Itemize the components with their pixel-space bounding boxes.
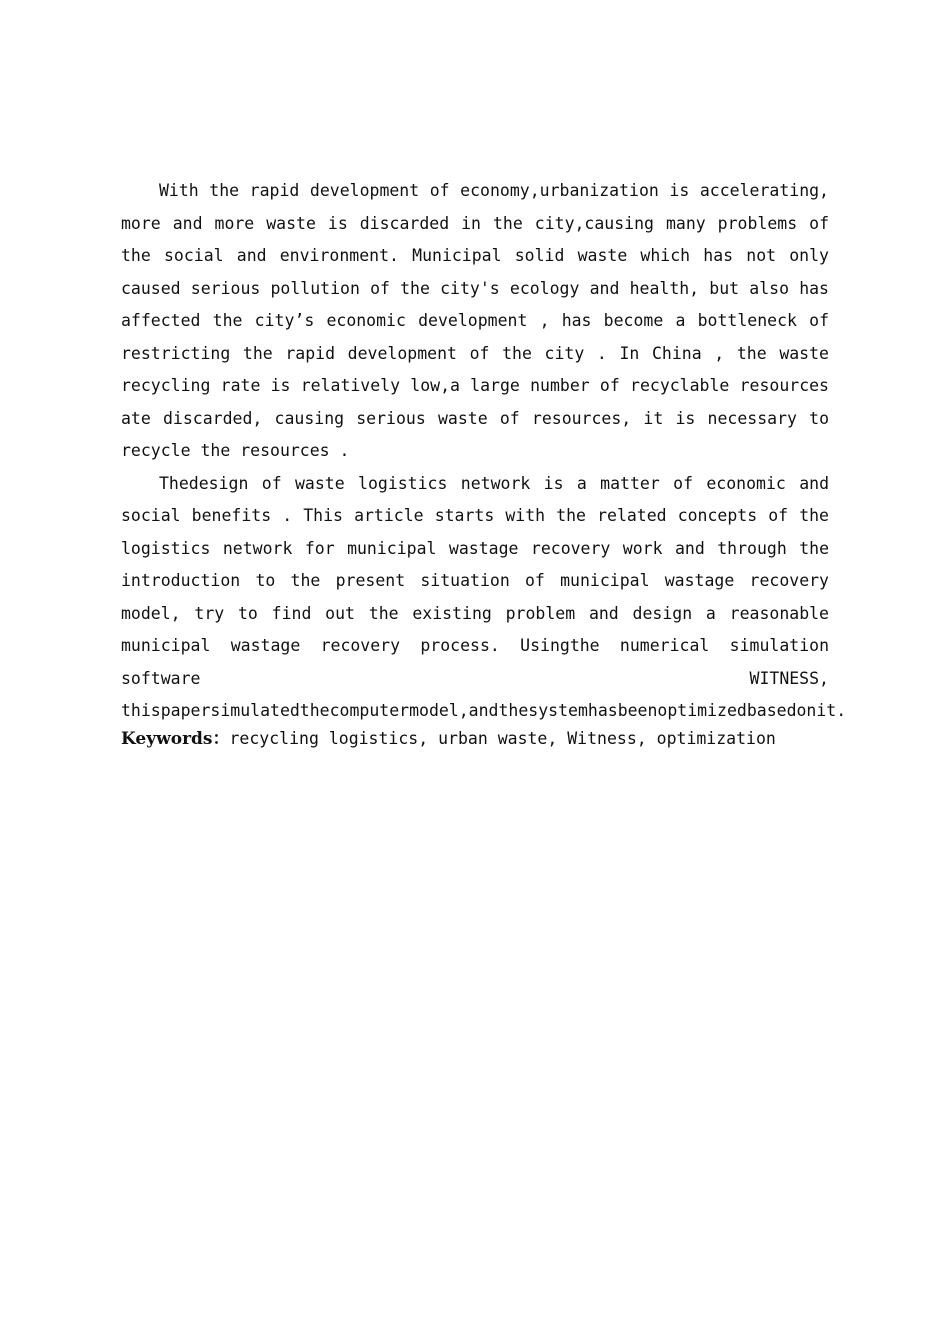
abstract-paragraph-2: Thedesign of waste logistics network is a matter of economic and social benefits . This article starts with the related concepts of the logistics network for municipal wastage recovery work and through the introduction to the present situation of municipal wastage recovery model, try to find out the existing problem and design a reasonable municipal wastage recovery process. Usingthe numerical simulation software WITNESS, thispapersimulatedthecomputermodel,andthesystemhasbeenoptimizedbasedonit. bbox=[121, 473, 847, 720]
keywords-line bbox=[121, 723, 829, 755]
abstract-body bbox=[121, 175, 847, 728]
keywords-label: Keywords： bbox=[121, 729, 230, 749]
abstract-paragraph-1: With the rapid development of economy,urbanization is accelerating, more and more waste is discarded in the city,causing many problems of the social and environment. Municipal solid waste which has not only caused serious pollution of the city's ecology and health, but also has affected the city’s economic development , has become a bottleneck of restricting the rapid development of the city . In China , the waste recycling rate is relatively low,a large number of recyclable resources ate discarded, causing serious waste of resources, it is necessary to recycle the resources . bbox=[121, 181, 829, 460]
keywords-text: recycling logistics, urban waste, Witness, optimization bbox=[229, 729, 776, 748]
